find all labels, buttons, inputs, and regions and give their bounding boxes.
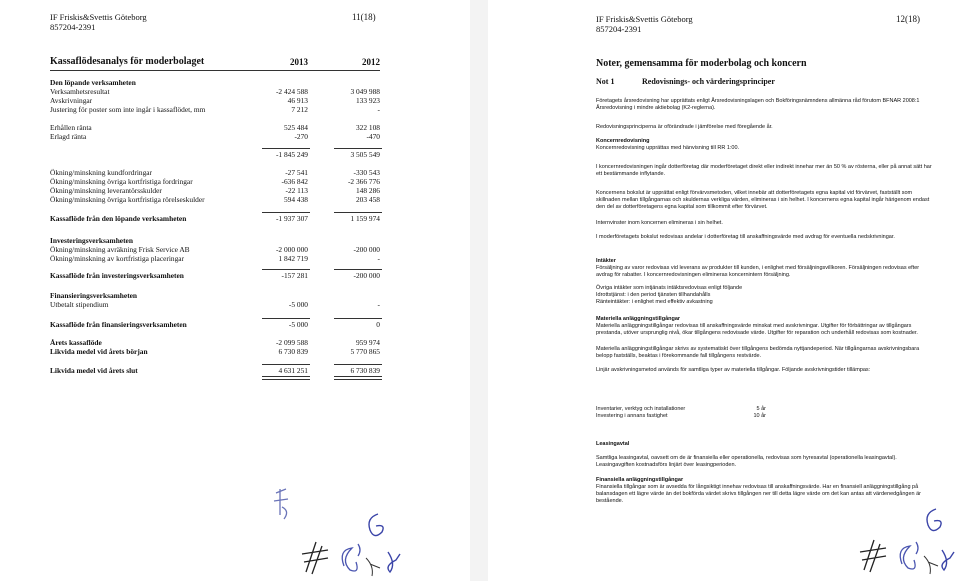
- value-2012: 1 159 974: [350, 214, 380, 223]
- note-paragraph: Materiella anläggningstillgångar redovisas till anskaffningsvärde minskat med avskrivningar. Utgifter för förbättringar av tillgångars prestanda, utöver ursprunglig nivå, ökar tillgångens redovisade värde. Utgifter för reparation och underhåll redovisas som kostnader.: [596, 323, 918, 337]
- table-row: [50, 195, 390, 204]
- table-row: [50, 254, 390, 263]
- left-page: [0, 0, 470, 581]
- table-row: [50, 87, 390, 96]
- value-2013: 1 842 719: [278, 254, 308, 263]
- note-number: Not 1: [596, 77, 615, 86]
- note-paragraph: Företagets årsredovisning har upprättats enligt Årsredovisningslagen och Bokföringsnämndens allmänna råd förutom BFNAR 2008:1 Årsredovisning i mindre aktiebolag (K2-reglerna).: [596, 98, 920, 112]
- value-2012: 203 458: [355, 195, 380, 204]
- asset-label: Investering i annans fastighet: [596, 413, 668, 419]
- total-double-rule: [334, 376, 382, 380]
- value-2013: 4 631 251: [278, 366, 308, 375]
- table-row: [50, 78, 390, 87]
- page-title: Kassaflödesanalys för moderbolaget: [50, 56, 205, 67]
- row-label: Kassaflöde från den löpande verksamheten: [50, 214, 187, 223]
- subtotal-rule: [334, 148, 382, 149]
- row-label: Ökning/minskning kundfordringar: [50, 168, 153, 177]
- row-label: Erlagd ränta: [50, 132, 87, 141]
- org-name: IF Friskis&Svettis Göteborg: [596, 14, 693, 24]
- note-subheading: Leasingavtal: [596, 441, 630, 447]
- value-2013: 6 730 839: [278, 347, 308, 356]
- value-2013: -5 000: [288, 300, 308, 309]
- year-column-2: 2012: [362, 57, 380, 67]
- value-2012: -: [377, 300, 380, 309]
- value-2013: -1 937 307: [275, 214, 308, 223]
- org-number: 857204-2391: [50, 22, 96, 32]
- signature-mark: [300, 536, 410, 578]
- row-label: Ökning/minskning av kortfristiga placeringar: [50, 254, 185, 263]
- row-label: Kassaflöde från investeringsverksamheten: [50, 271, 184, 280]
- value-2012: 6 730 839: [350, 366, 380, 375]
- depreciation-years: 10 år: [753, 413, 766, 419]
- value-2013: -27 541: [285, 168, 308, 177]
- table-row: [50, 366, 390, 375]
- value-2012: 133 923: [355, 96, 380, 105]
- value-2012: 0: [376, 320, 380, 329]
- subtotal-rule: [334, 318, 382, 319]
- value-2012: 959 974: [355, 338, 380, 347]
- note-paragraph: I koncernredovisningen ingår dotterföretag där moderföretaget direkt eller indirekt innehar mer än 50 % av rösterna, eller på annat sätt har ett bestämmande inflytande.: [596, 164, 932, 178]
- page-gutter: [470, 0, 488, 581]
- org-header: [596, 14, 693, 34]
- table-row: [50, 320, 390, 329]
- note-paragraph: Koncernens bokslut är upprättat enligt förvärvsmetoden, vilket innebär att dotterföretagets egna kapital vid förvärvet, fastställt som skillnaden mellan tillgångarnas och skuldernas verkliga värden, elimineras i sin helhet. I koncernens egna kapital ingår härigenom endast den del av dotterföretagens egna kapital som tillkommit efter förvärvet.: [596, 190, 930, 211]
- page-number: 12(18): [896, 14, 920, 24]
- subtotal-rule: [262, 212, 310, 213]
- note-paragraph: Koncernredovisning upprättas med hänvisning till RR 1:00.: [596, 145, 740, 151]
- note-paragraph: Internvinster inom koncernen elimineras i sin helhet.: [596, 220, 723, 226]
- subtotal-rule: [262, 318, 310, 319]
- org-number: 857204-2391: [596, 24, 642, 34]
- value-2012: 322 108: [355, 123, 380, 132]
- table-row: [50, 168, 390, 177]
- row-label: Finansieringsverksamheten: [50, 291, 138, 300]
- initials-mark: [268, 485, 298, 525]
- note-subheading: Finansiella anläggningstillgångar: [596, 477, 684, 483]
- value-2013: 525 484: [283, 123, 308, 132]
- value-2013: -157 281: [281, 271, 308, 280]
- table-row: [50, 271, 390, 280]
- subtotal-rule: [334, 364, 382, 365]
- subtotal-rule: [334, 269, 382, 270]
- row-label: Ökning/minskning leverantörsskulder: [50, 186, 162, 195]
- table-row: [50, 150, 390, 159]
- value-2013: -270: [294, 132, 308, 141]
- value-2013: -2 000 000: [275, 245, 308, 254]
- row-label: Investeringsverksamheten: [50, 236, 133, 245]
- note-subheading: Intäkter: [596, 258, 616, 264]
- depreciation-row: [596, 413, 766, 420]
- row-label: Årets kassaflöde: [50, 338, 102, 347]
- org-header: [50, 12, 147, 32]
- value-2012: -200 000: [353, 271, 380, 280]
- row-label: Avskrivningar: [50, 96, 93, 105]
- note-title: Redovisnings- och värderingsprinciper: [642, 77, 775, 86]
- note-paragraph: Övriga intäkter som intjänats intäktsredovisas enligt följande: [596, 285, 743, 291]
- value-2013: -636 842: [281, 177, 308, 186]
- page-title: Noter, gemensamma för moderbolag och koncern: [596, 58, 807, 69]
- org-name: IF Friskis&Svettis Göteborg: [50, 12, 147, 22]
- right-page: [488, 0, 960, 581]
- table-row: [50, 236, 390, 245]
- row-label: Justering för poster som inte ingår i kassaflödet, mm: [50, 105, 206, 114]
- value-2013: 7 212: [291, 105, 308, 114]
- value-2013: -2 424 588: [275, 87, 308, 96]
- note-subheading: Koncernredovisning: [596, 138, 650, 144]
- value-2013: 46 913: [287, 96, 308, 105]
- table-row: [50, 291, 390, 300]
- table-row: [50, 347, 390, 356]
- note-paragraph: Finansiella tillgångar som är avsedda för långsiktigt innehav redovisas till anskaffningsvärde. Har en finansiell anläggningstillgång på balansdagen ett lägre värde än det bokförda värdet skrivs tillgången ner till detta lägre värde om det kan antas att värdenedgången är bestående.: [596, 484, 922, 505]
- depreciation-years: 5 år: [756, 406, 766, 412]
- value-2012: 3 049 988: [350, 87, 380, 96]
- table-row: [50, 96, 390, 105]
- note-paragraph: Samtliga leasingavtal, oavsett om de är finansiella eller operationella, redovisas som hyresavtal (operationella leasingavtal). Leasingavgiften kostnadsförs linjärt över leasingperioden.: [596, 455, 897, 469]
- row-label: Erhållen ränta: [50, 123, 92, 132]
- subtotal-rule: [262, 148, 310, 149]
- value-2012: -470: [366, 132, 380, 141]
- signature-mark: [858, 532, 958, 576]
- note-paragraph: Försäljning av varor redovisas vid leverans av produkter till kunden, i enlighet med försäljningsvillkoren. Försäljningen redovisas efter avdrag för rabatter. I koncernredovisningen elimineras koncernintern försäljning.: [596, 265, 920, 279]
- subtotal-rule: [262, 269, 310, 270]
- row-label: Den löpande verksamheten: [50, 78, 136, 87]
- table-row: [50, 123, 390, 132]
- row-label: Utbetalt stipendium: [50, 300, 109, 309]
- row-label: Kassaflöde från finansieringsverksamheten: [50, 320, 187, 329]
- value-2012: -330 543: [353, 168, 380, 177]
- row-label: Verksamhetsresultat: [50, 87, 110, 96]
- note-paragraph: Redovisningsprinciperna är oförändrade i jämförelse med föregående år.: [596, 124, 773, 130]
- row-label: Ökning/minskning övriga kortfristiga rörelseskulder: [50, 195, 205, 204]
- table-row: [50, 214, 390, 223]
- value-2012: 148 286: [355, 186, 380, 195]
- row-label: Likvida medel vid årets slut: [50, 366, 138, 375]
- note-subheading: Materiella anläggningstillgångar: [596, 316, 681, 322]
- table-row: [50, 177, 390, 186]
- subtotal-rule: [262, 364, 310, 365]
- value-2012: -2 366 776: [347, 177, 380, 186]
- value-2012: -: [377, 254, 380, 263]
- value-2013: -2 099 588: [275, 338, 308, 347]
- row-label: Likvida medel vid årets början: [50, 347, 148, 356]
- row-label: Ökning/minskning övriga kortfristiga fordringar: [50, 177, 193, 186]
- note-paragraph: Ränteintäkter: i enlighet med effektiv avkastning: [596, 299, 713, 305]
- row-label: Ökning/minskning avräkning Frisk Service AB: [50, 245, 190, 254]
- table-row: [50, 132, 390, 141]
- note-paragraph: Materiella anläggningstillgångar skrivs av systematiskt över tillgångens bedömda nyttjandeperiod. När tillgångarnas avskrivningsbara belopp fastställs, beaktas i förekommande fall tillgångens restvärde.: [596, 346, 920, 360]
- asset-label: Inventarier, verktyg och installationer: [596, 406, 686, 412]
- value-2012: -: [377, 105, 380, 114]
- value-2012: -200 000: [353, 245, 380, 254]
- subtotal-rule: [334, 212, 382, 213]
- title-rule: [50, 70, 380, 71]
- table-row: [50, 186, 390, 195]
- value-2012: 5 770 865: [350, 347, 380, 356]
- value-2013: -22 113: [285, 186, 308, 195]
- note-paragraph: I moderföretagets bokslut redovisas andelar i dotterföretag till anskaffningsvärde med avdrag för eventuella nedskrivningar.: [596, 234, 895, 240]
- value-2012: 3 505 549: [350, 150, 380, 159]
- note-paragraph: Idrottstjänst: i den period tjänsten tillhandahålls: [596, 292, 711, 298]
- total-double-rule: [262, 376, 310, 380]
- table-row: [50, 300, 390, 309]
- value-2013: -1 845 249: [275, 150, 308, 159]
- note-paragraph: Linjär avskrivningsmetod används för samtliga typer av materiella tillgångar. Följande avskrivningstider tillämpas:: [596, 367, 871, 373]
- table-row: [50, 105, 390, 114]
- table-row: [50, 338, 390, 347]
- page-number: 11(18): [352, 12, 376, 22]
- value-2013: 594 438: [283, 195, 308, 204]
- table-row: [50, 245, 390, 254]
- value-2013: -5 000: [288, 320, 308, 329]
- year-column-1: 2013: [290, 57, 308, 67]
